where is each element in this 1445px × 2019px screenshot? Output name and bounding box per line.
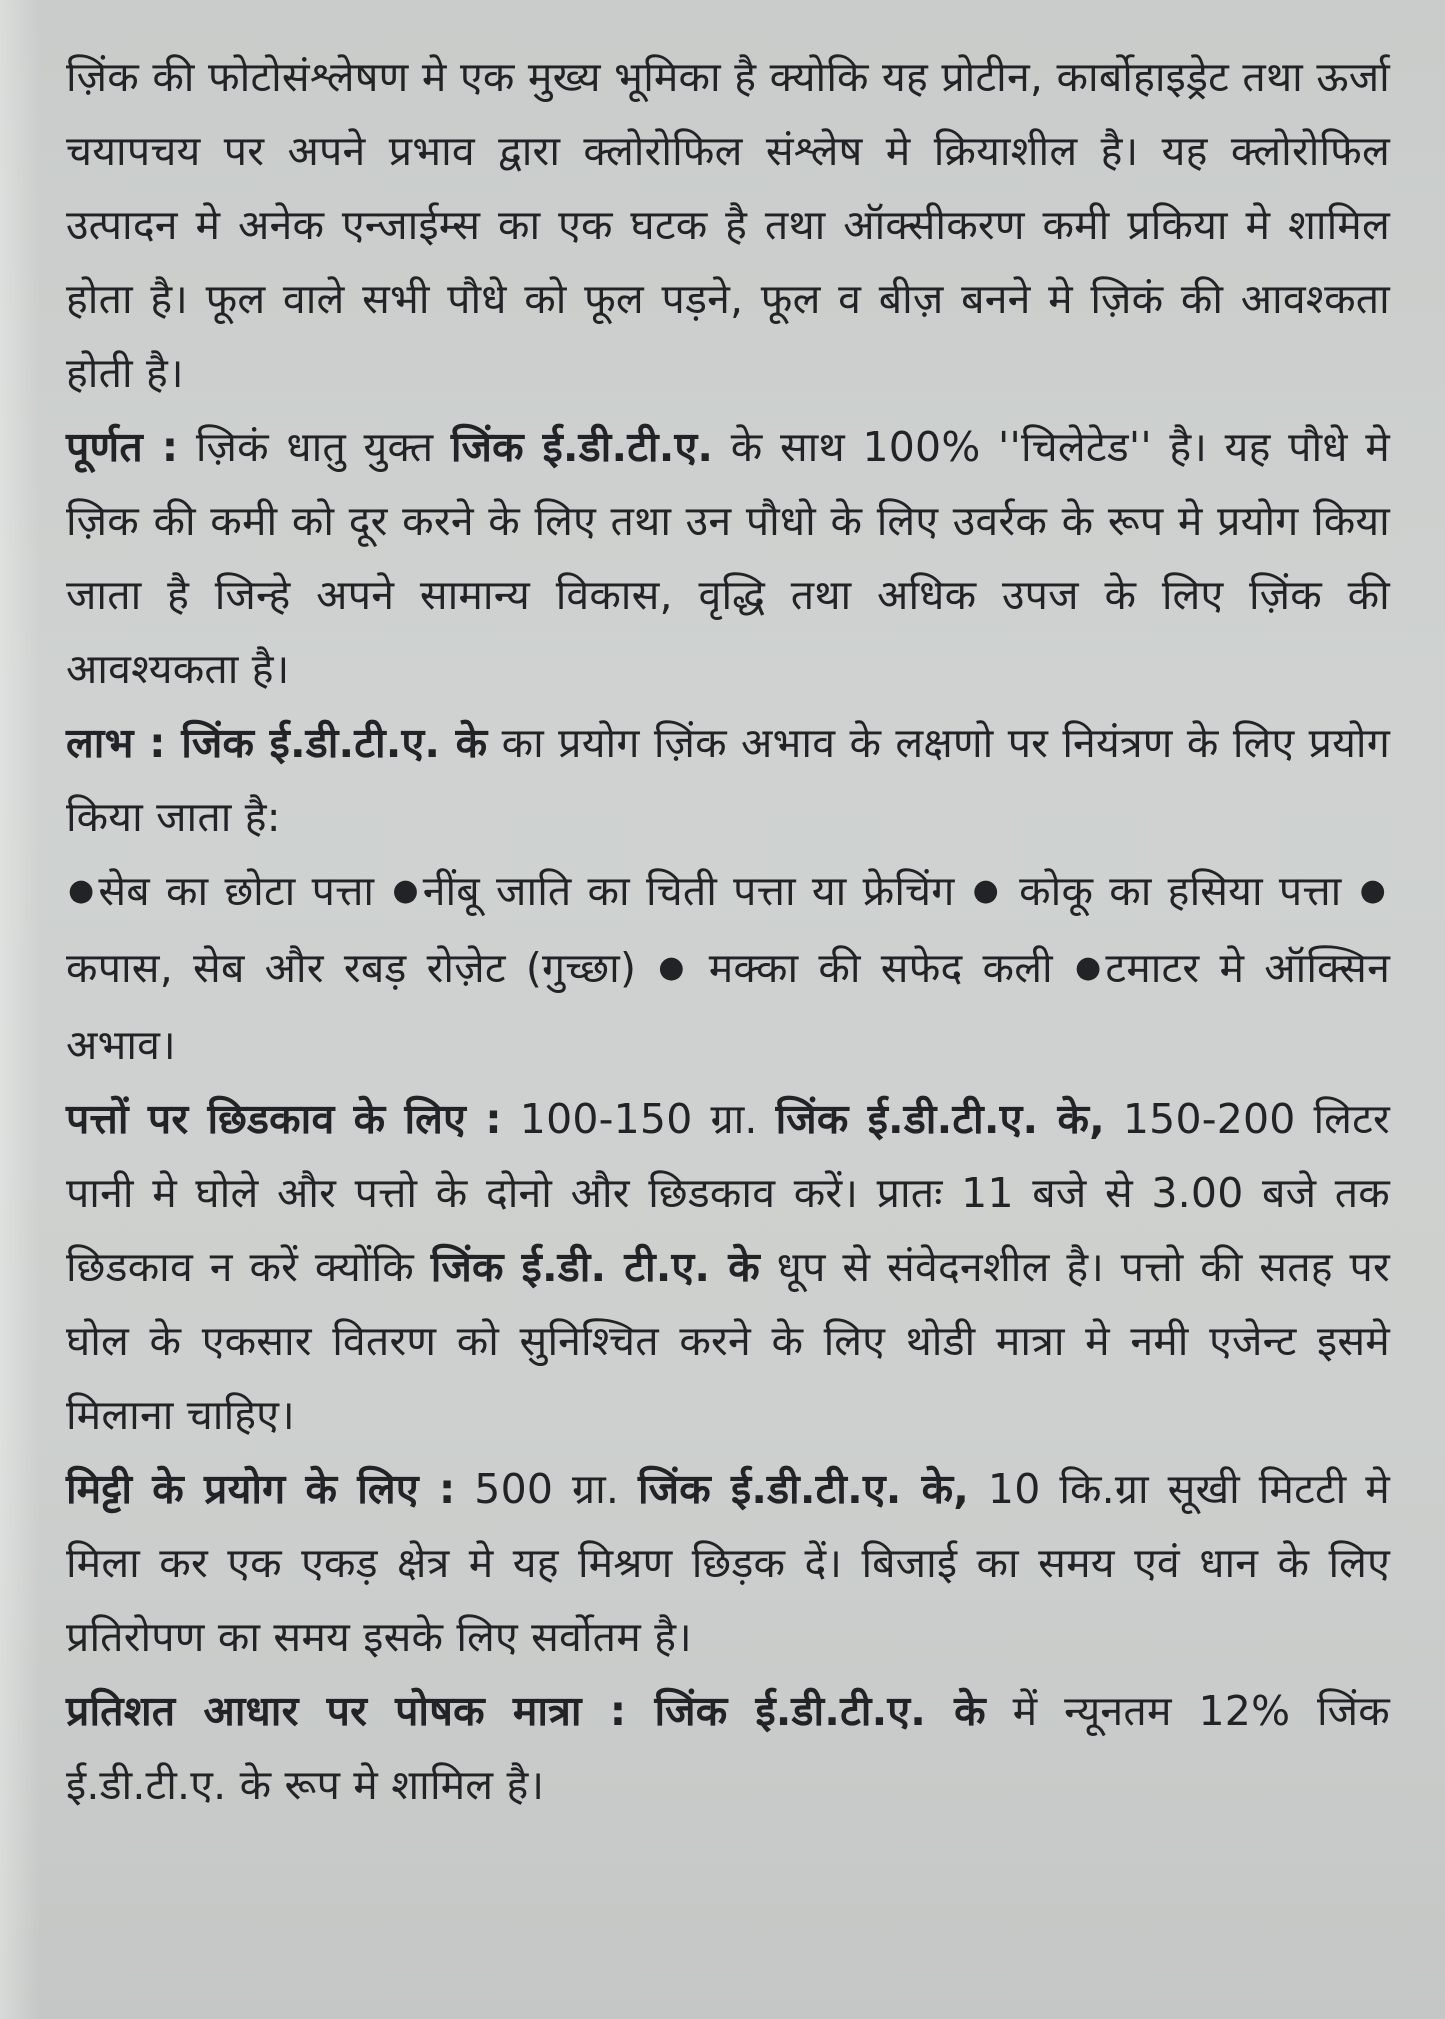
benefit-item-5: मक्का की सफेद कली [708,944,1053,992]
nutrient-product-name: जिंक ई.डी.टी.ए. के [626,1687,986,1735]
purnat-text-1: ज़िकं धातु युक्त [178,423,451,471]
labh-product-name: जिंक ई.डी.टी.ए. के [165,719,488,767]
nutrient-paragraph [66,1674,1390,1822]
soil-paragraph [66,1452,1390,1674]
spray-text-2: 150-200 लिटर पानी मे घोले और पत्तो के दोनो और छिडकाव करें। प्रातः 11 बजे से 3.00 बजे तक छिडकाव न करें क्योंकि [66,1095,1390,1291]
labh-text: का प्रयोग ज़िंक अभाव के लक्षणो पर नियंत्रण के लिए प्रयोग किया जाता है: [66,719,1390,841]
spray-product-name-2: जिंक ई.डी. टी.ए. के [430,1243,760,1291]
soil-heading: मिट्टी के प्रयोग के लिए : [66,1465,456,1513]
spray-product-name-1: जिंक ई.डी.टी.ए. के, [775,1095,1105,1143]
intro-text: ज़िंक की फोटोसंश्लेषण मे एक मुख्य भूमिका है क्योकि यह प्रोटीन, कार्बोहाइड्रेट तथा ऊर्जा चयापचय पर अपने प्रभाव द्वारा क्लोरोफिल संश्लेष मे क्रियाशील है। यह क्लोरोफिल उत्पादन मे अनेक एन्जाईम्स का एक घटक है तथा ऑक्सीकरण कमी प्रकिया मे शामिल होता है। फूल वाले सभी पौधे को फूल पड़ने, फूल व बीज़ बनने मे ज़िकं की आवश्कता होती है। [66,53,1390,397]
benefit-item-4: कपास, सेब और रबड़ रोज़ेट (गुच्छा) [66,944,637,992]
purnat-paragraph [66,410,1390,706]
purnat-heading: पूर्णत : [66,423,179,471]
labh-paragraph [66,706,1390,854]
soil-text-1: 500 ग्रा. [455,1465,638,1513]
nutrient-heading: प्रतिशत आधार पर पोषक मात्रा : [66,1687,627,1735]
purnat-product-name: जिंक ई.डी.टी.ए. [450,423,714,471]
benefits-list [66,854,1390,1082]
nutrient-text: में न्यूनतम 12% जिंक ई.डी.टी.ए. के रूप मे शामिल है। [66,1687,1390,1809]
soil-product-name: जिंक ई.डी.टी.ए. के, [638,1465,970,1513]
bullet-dot-icon: ● [68,873,95,908]
bullet-dot-icon: ● [392,873,419,908]
spray-text-3: धूप से संवेदनशील है। पत्तो की सतह पर घोल के एकसार वितरण को सुनिश्चित करने के लिए थोडी मात्रा मे नमी एजेन्ट इसमे मिलाना चाहिए। [66,1243,1390,1439]
benefit-item-3: कोकू का हसिया पत्ता [1019,867,1342,915]
spray-paragraph [66,1082,1390,1452]
bullet-dot-icon: ● [1359,873,1387,908]
bullet-dot-icon: ● [1074,950,1102,985]
spray-text-1: 100-150 ग्रा. [501,1095,776,1143]
spray-heading: पत्तों पर छिडकाव के लिए : [66,1095,502,1143]
bullet-dot-icon: ● [972,873,1000,908]
benefit-item-1: सेब का छोटा पत्ता [98,867,375,915]
soil-text-2: 10 कि.ग्रा सूखी मिटटी मे मिला कर एक एकड़ क्षेत्र मे यह मिश्रण छिड़क दें। बिजाई का समय एवं धान के लिए प्रतिरोपण का समय इसके लिए सर्वोतम है। [66,1465,1390,1661]
intro-paragraph [66,40,1390,410]
purnat-text-2: के साथ 100% ''चिलेटेड'' है। यह पौधे मे ज़िक की कमी को दूर करने के लिए तथा उन पौधो के लिए उवर्रक के रूप मे प्रयोग किया जाता है जिन्हे अपने सामान्य विकास, वृद्धि तथा अधिक उपज के लिए ज़िंक की आवश्यकता है। [66,423,1390,693]
benefit-item-6: टमाटर मे ऑक्सिन अभाव। [66,944,1391,1069]
bullet-dot-icon: ● [658,950,685,985]
labh-heading: लाभ : [66,719,166,767]
benefit-item-2: नींबू जाति का चिती पत्ता या फ्रेचिंग [422,867,955,915]
